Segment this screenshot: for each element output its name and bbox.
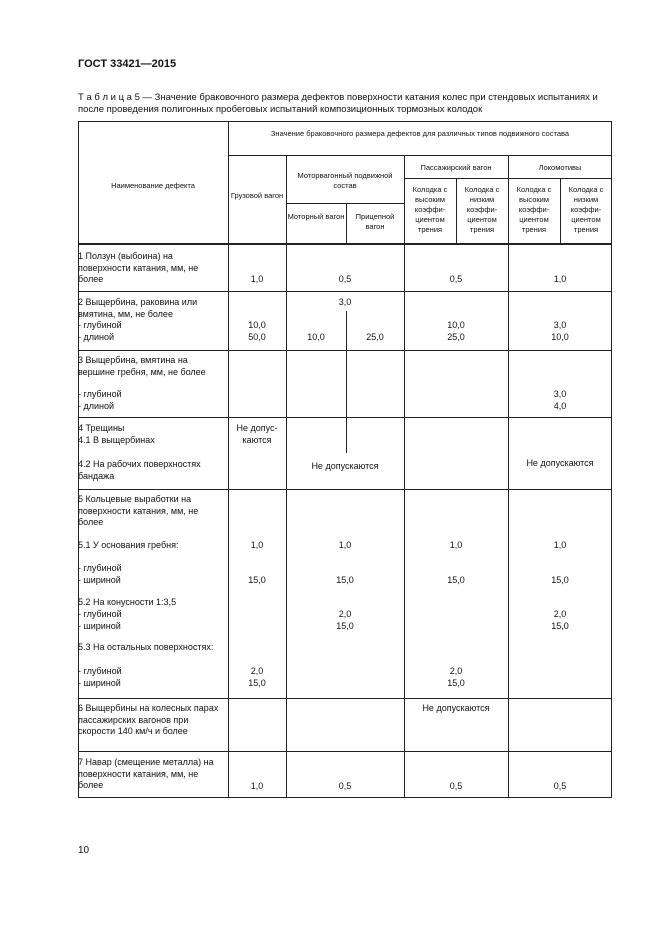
row-4-sub1: 4.1 В выщербинах	[78, 435, 155, 445]
r5-mvps-v2d: 2,0	[338, 609, 352, 619]
r7-loco: 0,5	[553, 781, 567, 791]
r2-freight-length: 50,0	[248, 332, 266, 342]
header-trailer: Прицепной вагон	[355, 212, 395, 231]
r1-loco: 1,0	[553, 274, 567, 284]
header-loco: Локомотивы	[538, 163, 582, 172]
header-freight: Грузовой вагон	[230, 191, 284, 200]
row-4-name: 4 Трещины	[78, 423, 125, 433]
r5-loco-v2d: 2,0	[553, 609, 567, 619]
header-defect-name: Наименование дефекта	[111, 181, 195, 190]
header-pass-high: Колодка с высоким коэффициентом трения	[412, 185, 448, 234]
row-3-depth: - глубиной	[78, 389, 122, 399]
r5-freight-v1: 1,0	[250, 540, 264, 550]
r2-loco-length: 10,0	[551, 332, 569, 342]
r5-pass-v3d: 2,0	[449, 666, 463, 676]
r1-mvps: 0,5	[338, 274, 352, 284]
r5-mvps-v1: 1,0	[338, 540, 352, 550]
defects-table	[78, 121, 612, 797]
caption-label: Т а б л и ц а	[78, 92, 132, 103]
r5-freight-w1: 15,0	[248, 575, 266, 585]
row-7-name: 7 Навар (смещение металла) на поверхности катания, мм, не более	[78, 757, 214, 790]
r5-loco-w1: 15,0	[551, 575, 569, 585]
r7-freight: 1,0	[250, 781, 264, 791]
r5-pass-v3w: 15,0	[447, 678, 465, 688]
row-3-length: - длиной	[78, 401, 115, 411]
row-2-length: - длиной	[78, 332, 115, 342]
row-2-name: 2 Выщербина, раковина или вмятина, мм, не более	[78, 297, 198, 319]
r2-freight-depth: 10,0	[248, 320, 266, 330]
r2-pass-length: 25,0	[447, 332, 465, 342]
r4-mvps: Не допускаются	[311, 461, 379, 471]
header-pass-low: Колодка с низким коэффициентом трения	[464, 185, 500, 234]
r1-pass: 0,5	[449, 274, 463, 284]
row-5-name: 5 Кольцевые выработки на поверхности катания, мм, не более	[78, 494, 199, 527]
r5-loco-v1: 1,0	[553, 540, 567, 550]
r5-freight-v3w: 15,0	[248, 678, 266, 688]
r5-loco-v2w: 15,0	[551, 621, 569, 631]
r7-pass: 0,5	[449, 781, 463, 791]
r2-trailer-length: 25,0	[366, 332, 384, 342]
row-5-width3: - шириной	[78, 678, 121, 688]
caption-text: 5 — Значение браковочного размера дефектов поверхности катания колес при стендовых испытаниях и после проведения полигонных пробеговых испытаний композиционных тормозных колодок	[78, 92, 598, 115]
row-4-sub2: 4.2 На рабочих поверхностях бандажа	[78, 459, 201, 481]
row-6-name: 6 Выщербины на колесных парах пассажирских вагонов при скорости 140 км/ч и более	[78, 703, 219, 736]
r5-mvps-v2w: 15,0	[336, 621, 354, 631]
r4-freight: Не допускаются	[236, 423, 278, 445]
row-5-width2: - шириной	[78, 621, 121, 631]
r2-loco-depth: 3,0	[553, 320, 567, 330]
r4-loco: Не допускаются	[526, 458, 594, 468]
r2-pass-depth: 10,0	[447, 320, 465, 330]
header-passenger: Пассажирский вагон	[420, 163, 492, 172]
r5-pass-w1: 15,0	[447, 575, 465, 585]
r2-motor-length: 10,0	[307, 332, 325, 342]
standard-title: ГОСТ 33421—2015	[78, 58, 177, 70]
row-5-sub1: 5.1 У основания гребня:	[78, 540, 179, 550]
row-2-depth: - глубиной	[78, 320, 122, 330]
row-5-sub3: 5.3 На остальных поверхностях:	[78, 642, 214, 652]
r5-freight-v3d: 2,0	[250, 666, 264, 676]
table-caption	[78, 92, 608, 116]
header-value-group: Значение браковочного размера дефектов для различных типов подвижного состава	[270, 129, 570, 138]
r7-mvps: 0,5	[338, 781, 352, 791]
row-5-width: - шириной	[78, 575, 121, 585]
header-loco-low: Колодка с низким коэффициентом трения	[568, 185, 604, 234]
row-5-depth2: - глубиной	[78, 609, 122, 619]
header-loco-high: Колодка с высоким коэффициентом трения	[516, 185, 552, 234]
row-5-depth3: - глубиной	[78, 666, 122, 676]
r5-pass-v1: 1,0	[449, 540, 463, 550]
r5-mvps-w1: 15,0	[336, 575, 354, 585]
r2-mvps-common: 3,0	[338, 297, 352, 307]
r6-pass: Не допускаются	[422, 703, 490, 713]
row-5-sub2: 5.2 На конусности 1:3,5	[78, 597, 177, 607]
row-1-name: 1 Ползун (выбоина) на поверхности катания, мм, не более	[78, 251, 199, 284]
row-5-depth: - глубиной	[78, 563, 122, 573]
r3-loco-depth: 3,0	[553, 389, 567, 399]
r3-loco-length: 4,0	[553, 401, 567, 411]
header-motor-group: Моторвагонный подвижной состав	[297, 171, 393, 190]
row-3-name: 3 Выщербина, вмятина на вершине гребня, мм, не более	[78, 355, 206, 377]
r1-freight: 1,0	[250, 274, 264, 284]
header-motor: Моторный вагон	[287, 212, 345, 221]
page-number: 10	[78, 845, 90, 856]
